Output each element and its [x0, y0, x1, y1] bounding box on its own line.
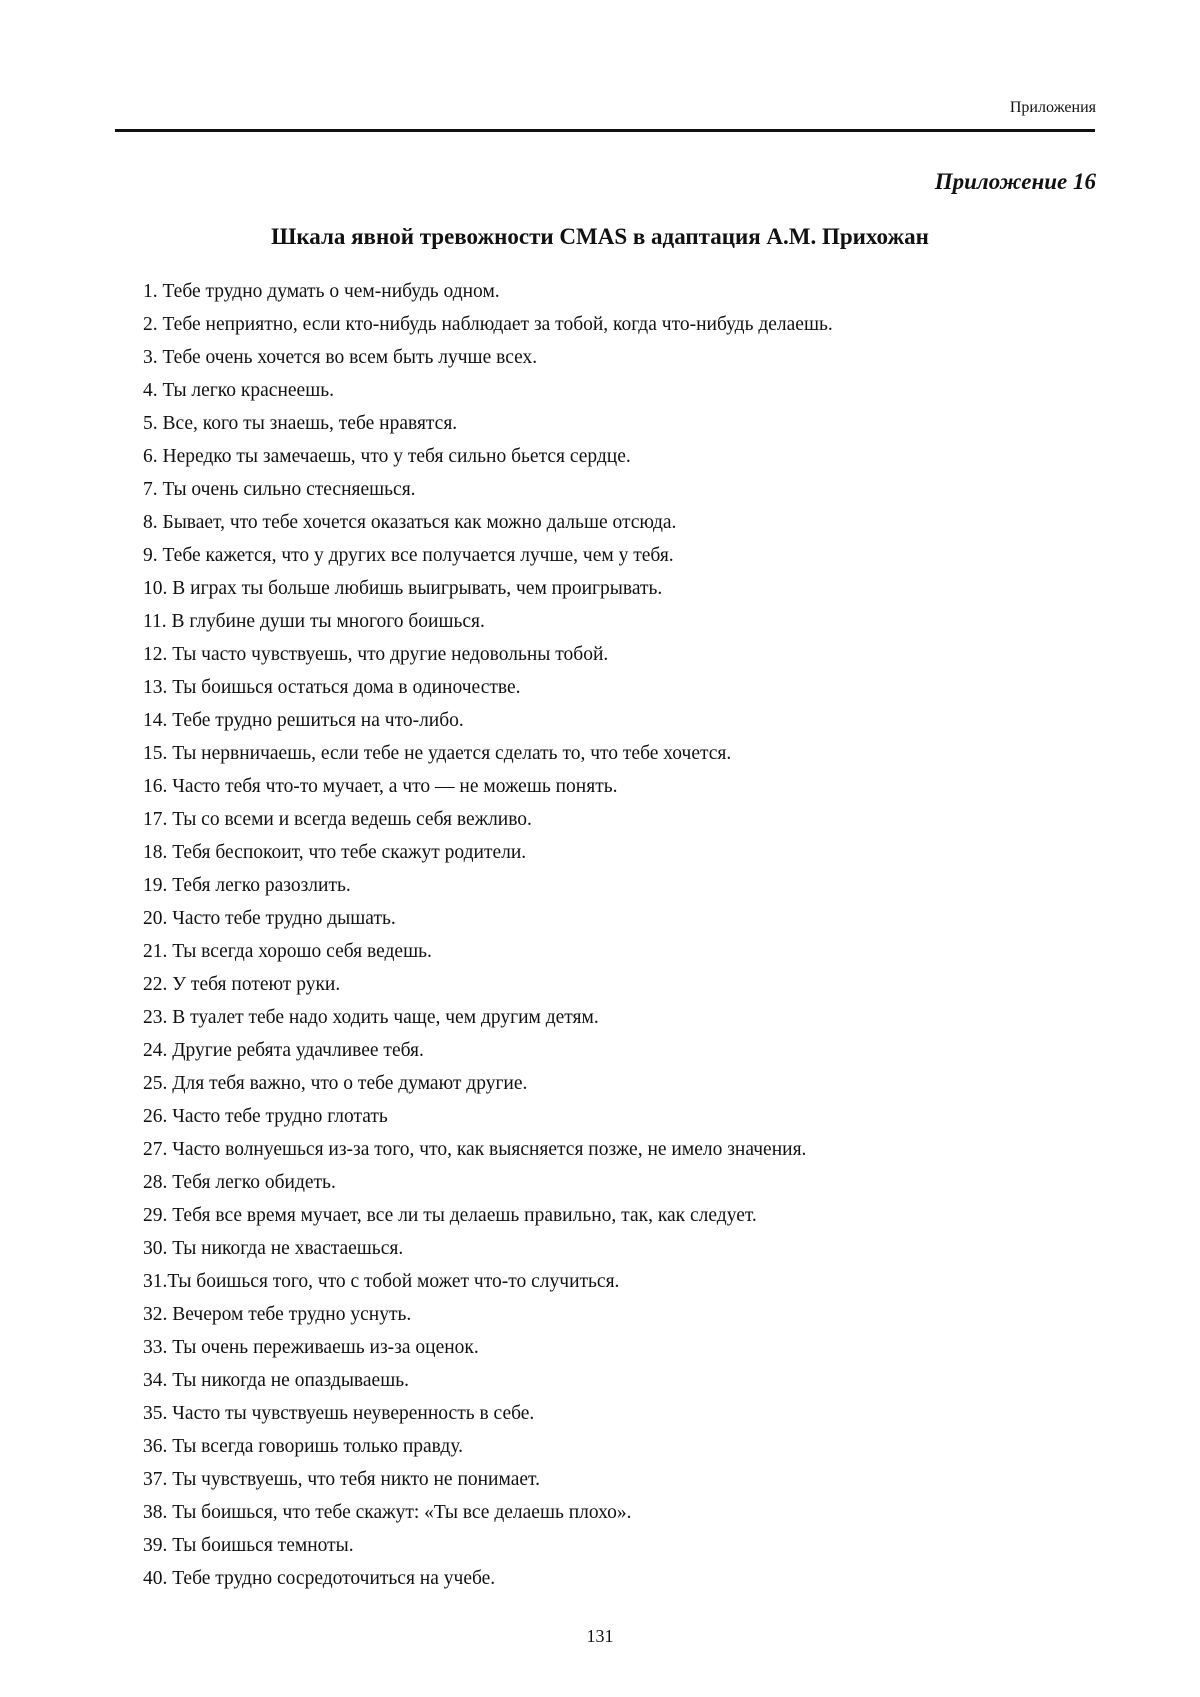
questionnaire-item: 28. Тебя легко обидеть. [143, 1172, 336, 1193]
questionnaire-item: 16. Часто тебя что-то мучает, а что — не можешь понять. [143, 776, 618, 797]
header-rule [115, 129, 1095, 132]
questionnaire-item: 8. Бывает, что тебе хочется оказаться как можно дальше отсюда. [143, 512, 677, 533]
questionnaire-item: 36. Ты всегда говоришь только правду. [143, 1436, 463, 1457]
questionnaire-item: 40. Тебе трудно сосредоточиться на учебе. [143, 1568, 496, 1589]
questionnaire-item: 7. Ты очень сильно стесняешься. [143, 479, 416, 500]
appendix-label: Приложение 16 [934, 169, 1096, 194]
questionnaire-item: 4. Ты легко краснеешь. [143, 380, 334, 401]
questionnaire-item: 38. Ты боишься, что тебе скажут: «Ты все делаешь плохо». [143, 1502, 632, 1523]
questionnaire-item: 19. Тебя легко разозлить. [143, 875, 351, 896]
questionnaire-item: 18. Тебя беспокоит, что тебе скажут родители. [143, 842, 527, 863]
questionnaire-item: 25. Для тебя важно, что о тебе думают другие. [143, 1073, 528, 1094]
page-number: 131 [586, 1626, 614, 1646]
running-header: Приложения [1009, 99, 1096, 116]
questionnaire-item: 10. В играх ты больше любишь выигрывать, чем проигрывать. [143, 578, 663, 599]
questionnaire-item: 24. Другие ребята удачливее тебя. [143, 1040, 424, 1061]
questionnaire-item: 31.Ты боишься того, что с тобой может что-то случиться. [143, 1271, 620, 1292]
questionnaire-item: 17. Ты со всеми и всегда ведешь себя вежливо. [143, 809, 532, 830]
questionnaire-item: 29. Тебя все время мучает, все ли ты делаешь правильно, так, как следует. [143, 1205, 757, 1226]
scale-title: Шкала явной тревожности CMAS в адаптация А.М. Прихожан [271, 224, 929, 249]
questionnaire-item: 30. Ты никогда не хвастаешься. [143, 1238, 404, 1259]
questionnaire-item: 39. Ты боишься темноты. [143, 1535, 354, 1556]
questionnaire-item: 2. Тебе неприятно, если кто-нибудь наблюдает за тобой, когда что-нибудь делаешь. [143, 314, 833, 335]
questionnaire-item: 23. В туалет тебе надо ходить чаще, чем другим детям. [143, 1007, 599, 1028]
questionnaire-item: 14. Тебе трудно решиться на что-либо. [143, 710, 464, 731]
questionnaire-item: 20. Часто тебе трудно дышать. [143, 908, 396, 929]
questionnaire-item: 34. Ты никогда не опаздываешь. [143, 1370, 409, 1391]
questionnaire-item: 32. Вечером тебе трудно уснуть. [143, 1304, 412, 1325]
questionnaire-item: 1. Тебе трудно думать о чем-нибудь одном. [143, 281, 500, 302]
questionnaire-item: 6. Нередко ты замечаешь, что у тебя сильно бьется сердце. [143, 446, 631, 467]
questionnaire-item: 35. Часто ты чувствуешь неуверенность в себе. [143, 1403, 535, 1424]
questionnaire-item: 9. Тебе кажется, что у других все получается лучше, чем у тебя. [143, 545, 674, 566]
questionnaire-item: 37. Ты чувствуешь, что тебя никто не понимает. [143, 1469, 540, 1490]
questionnaire-item: 27. Часто волнуешься из-за того, что, как выясняется позже, не имело значения. [143, 1139, 807, 1160]
questionnaire-item: 11. В глубине души ты многого боишься. [143, 611, 485, 632]
questionnaire-item: 22. У тебя потеют руки. [143, 974, 341, 995]
questionnaire-item: 12. Ты часто чувствуешь, что другие недовольны тобой. [143, 644, 609, 665]
questionnaire-item: 3. Тебе очень хочется во всем быть лучше всех. [143, 347, 538, 368]
questionnaire-item: 15. Ты нервничаешь, если тебе не удается сделать то, что тебе хочется. [143, 743, 732, 764]
questionnaire-item: 5. Все, кого ты знаешь, тебе нравятся. [143, 413, 458, 434]
questionnaire-item: 13. Ты боишься остаться дома в одиночестве. [143, 677, 521, 698]
questionnaire-item: 33. Ты очень переживаешь из-за оценок. [143, 1337, 479, 1358]
questionnaire-item: 21. Ты всегда хорошо себя ведешь. [143, 941, 432, 962]
questionnaire-items [143, 278, 1103, 1598]
questionnaire-item: 26. Часто тебе трудно глотать [143, 1106, 388, 1127]
